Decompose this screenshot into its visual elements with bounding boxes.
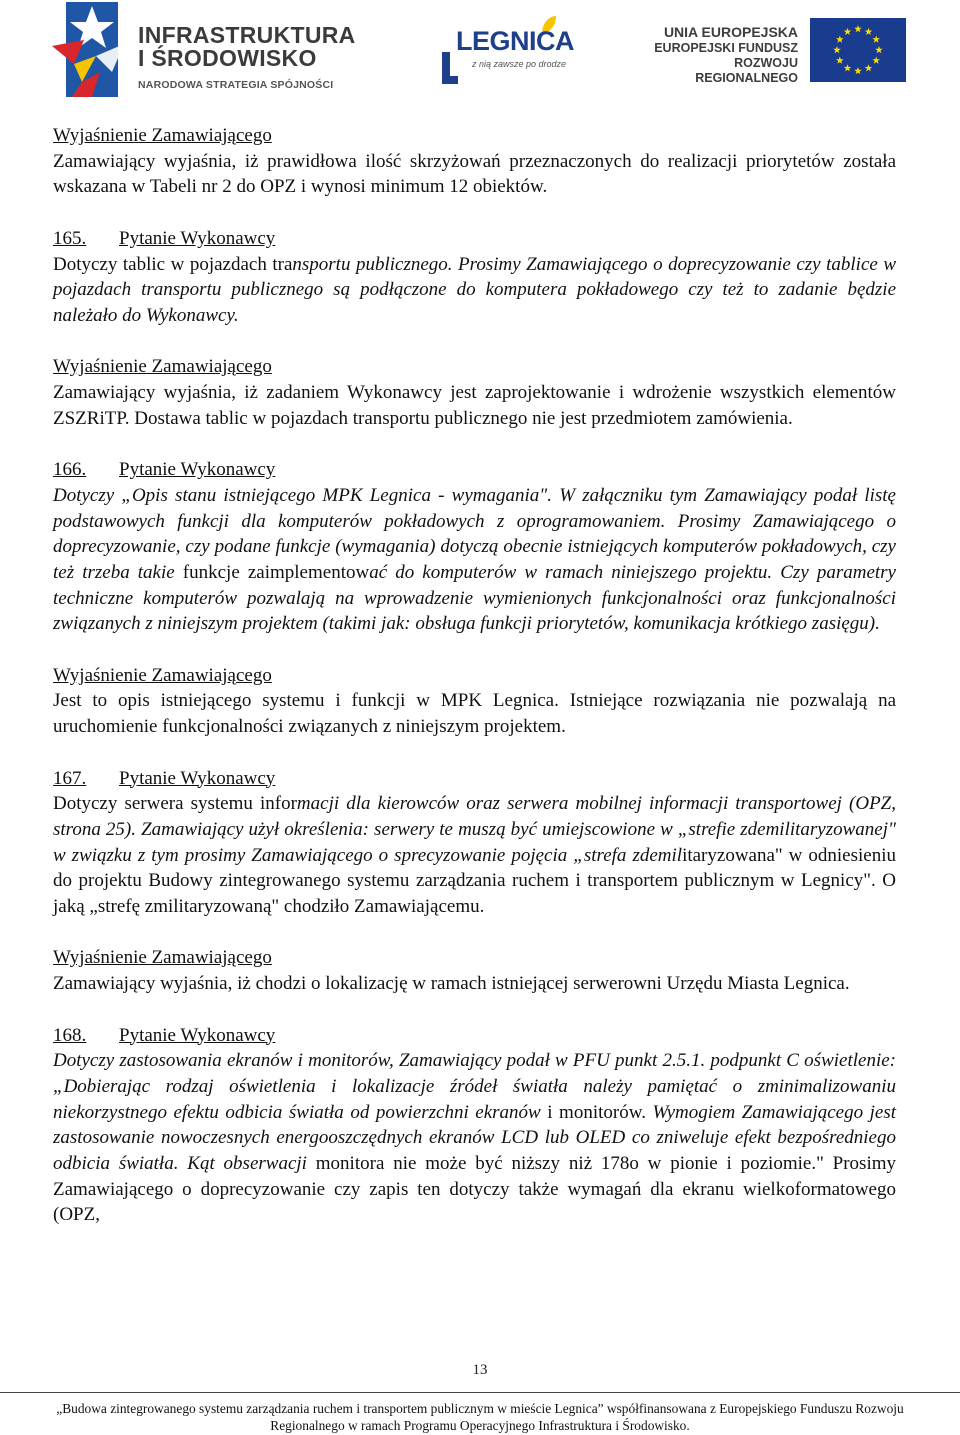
question-number: 168. xyxy=(53,1024,87,1046)
ifs-title: INFRASTRUKTURA I ŚRODOWISKO xyxy=(138,22,356,71)
footer xyxy=(4,1400,956,1434)
question-text-166: Dotyczy „Opis stanu istniejącego MPK Legnica - wymagania". W załączniku tym Zamawiający podał listę podstawowych funkcji dla komputerów pokładowych z oprogramowaniem. Prosimy Zamawiającego o doprecyzowanie, czy podane funkcje (wymagania) dotyczą obecnie istniejących komputerów pokładowych, czy też trzeba takie funkcje zaimplementować do komputerów w ramach niniejszego projektu. Czy parametry techniczne komputerów pozwalają na wprowadzenie wymienionych funkcjonalności oraz funkcjonalności związanych z niniejszym projektem (takimi jak: obsługa funkcji priorytetów, komunikacja krótkiego zasięgu). xyxy=(53,484,896,635)
question-text-165: Dotyczy tablic w pojazdach transportu publicznego. Prosimy Zamawiającego o doprecyzowanie czy tablice w pojazdach transportu publicznego są podłączone do komputera pokładowego czy też to zadanie będzie należało do Wykonawcy. xyxy=(53,253,897,326)
document-body xyxy=(53,123,896,1228)
page-number: 13 xyxy=(472,1362,488,1378)
infrastruktura-srodowisko-logo xyxy=(52,2,362,97)
answer-text-165: Zamawiający wyjaśnia, iż zadaniem Wykonawcy jest zaprojektowanie i wdrożenie wszystkich elementów ZSZRiTP. Dostawa tablic w pojazdach transportu publicznego nie jest przedmiotem zamówienia. xyxy=(53,382,896,429)
question-title: Pytanie Wykonawcy xyxy=(119,767,276,789)
eu-flag-icon xyxy=(810,18,906,82)
eu-line-2: EUROPEJSKI FUNDUSZ xyxy=(654,41,798,55)
answer-text: Zamawiający wyjaśnia, iż prawidłowa ilość skrzyżowań przeznaczonych do realizacji priorytetów została wskazana w Tabeli nr 2 do OPZ i wynosi minimum 12 obiektów. xyxy=(53,150,896,198)
answer-heading: Wyjaśnienie Zamawiającego xyxy=(53,356,272,378)
eu-logo xyxy=(640,18,906,85)
question-heading-166 xyxy=(53,457,896,483)
question-text-168: Dotyczy zastosowania ekranów i monitorów, Zamawiający podał w PFU punkt 2.5.1. podpunkt C oświetlenie: „Dobierając rodzaj oświetlenia i lokalizacje źródeł światła należy pamiętać o zminimalizowaniu niekorzystnego efektu odbicia światła od powierzchni ekranów i monitorów. Wymogiem Zamawiającego jest zastosowanie nowoczesnych energooszczędnych ekranów LCD lub OLED co zniweluje efekt bezpośredniego odbicia światła. Kąt obserwacji monitora nie może być niższy niż 178o w pionie i poziomie." Prosimy Zamawiającego o doprecyzowanie czy zapis ten dotyczy także wymagań dla ekranu wielkoformatowego (OPZ, xyxy=(53,1050,897,1226)
question-heading-167 xyxy=(53,766,896,792)
question-heading-168 xyxy=(53,1023,896,1049)
question-text-167: Dotyczy serwera systemu informacji dla kierowców oraz serwera mobilnej informacji transportowej (OPZ, strona 25). Zamawiający użył określenia: serwery te muszą być umiejscowione w „strefie zdemilitaryzowanej" w związku z tym prosimy Zamawiającego o sprecyzowanie pojęcia „strefa zdemilitaryzowana" w odniesieniu do projektu Budowy zintegrowanego systemu zarządzania ruchem i transportem publicznym w Legnicy". O jaką „strefę zmilitaryzowaną" chodziło Zamawiającemu. xyxy=(53,793,897,918)
question-number: 167. xyxy=(53,767,87,789)
eu-text xyxy=(640,24,798,86)
question-title: Pytanie Wykonawcy xyxy=(119,227,276,249)
eu-line-3: ROZWOJU REGIONALNEGO xyxy=(695,56,798,85)
answer-heading: Wyjaśnienie Zamawiającego xyxy=(53,125,272,146)
answer-text-167: Zamawiający wyjaśnia, iż chodzi o lokalizację w ramach istniejącej serwerowni Urzędu Miasta Legnica. xyxy=(53,973,850,995)
question-heading-165 xyxy=(53,226,896,252)
answer-text-166: Jest to opis istniejącego systemu i funkcji w MPK Legnica. Istniejące rozwiązania nie pozwalają na uruchomienie funkcjonalności związanych z niniejszym projektem. xyxy=(53,690,896,738)
eu-line-1: UNIA EUROPEJSKA xyxy=(663,24,798,40)
answer-heading: Wyjaśnienie Zamawiającego xyxy=(53,664,272,686)
legnica-title: LEGNICA xyxy=(456,26,574,56)
footer-line-1: „Budowa zintegrowanego systemu zarządzania ruchem i transportem publicznym w mieście Legnica” współfinansowana z Europejskiego Funduszu Rozwoju xyxy=(56,1401,904,1416)
question-number: 165. xyxy=(53,227,87,249)
answer-heading: Wyjaśnienie Zamawiającego xyxy=(53,947,272,969)
question-title: Pytanie Wykonawcy xyxy=(119,1024,276,1046)
question-number: 166. xyxy=(53,459,87,481)
footer-line-2: Regionalnego w ramach Programu Operacyjnego Infrastruktura i Środowisko. xyxy=(270,1418,690,1433)
footer-divider xyxy=(0,1392,960,1393)
legnica-logo xyxy=(440,14,574,84)
header-logo-bar xyxy=(0,0,960,108)
ifs-subtitle: NARODOWA STRATEGIA SPÓJNOŚCI xyxy=(138,79,334,91)
question-title: Pytanie Wykonawcy xyxy=(119,459,276,481)
ifs-emblem-icon xyxy=(52,2,134,97)
legnica-tagline: z nią zawsze po drodze xyxy=(472,59,567,69)
